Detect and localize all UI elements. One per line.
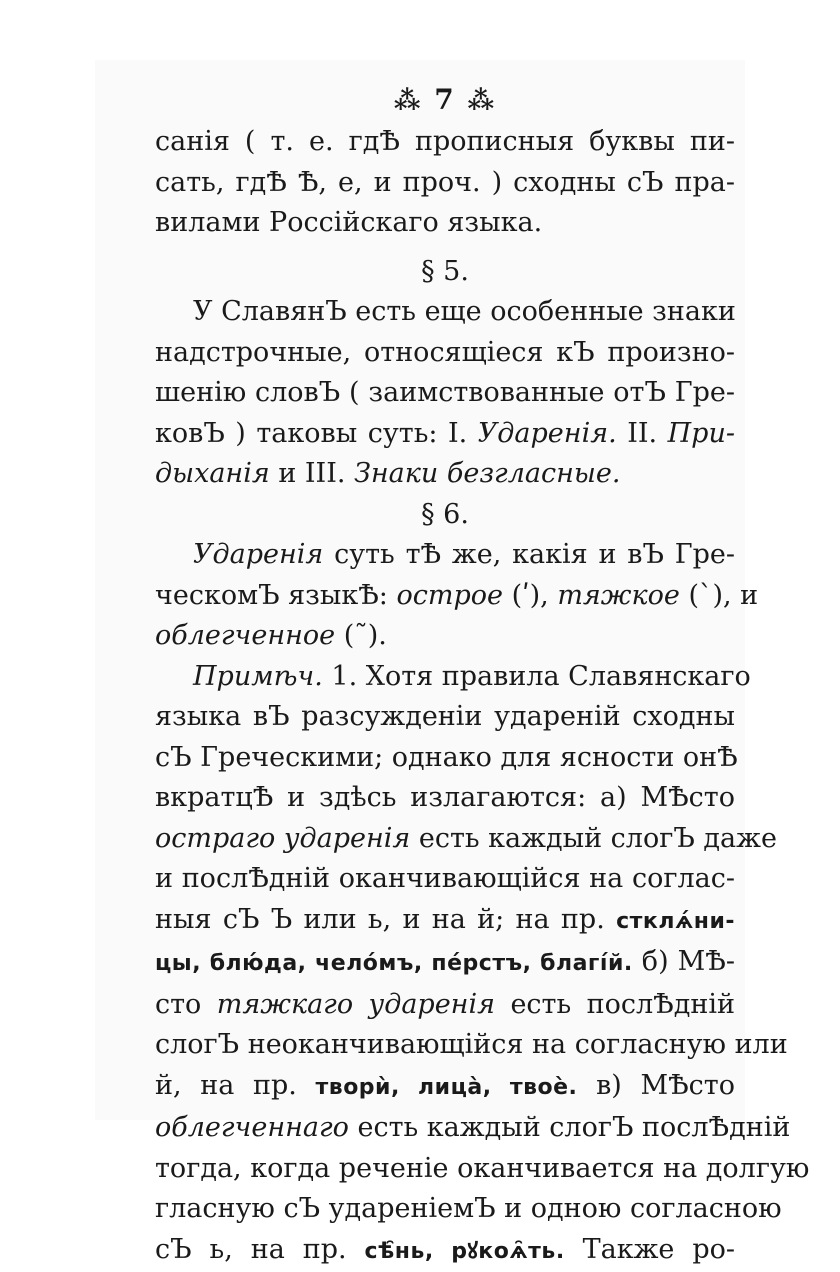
- page-header: [155, 78, 735, 122]
- text-line: надстрочные, относящіеся кЪ произно-: [155, 333, 735, 374]
- text-line: сЪ Греческими; однако для ясности онѢ: [155, 738, 735, 779]
- text-line: остраго ударенія есть каждый слогЪ даже: [155, 819, 735, 860]
- text-line: У СлавянЪ есть еще особенные знаки: [155, 292, 735, 333]
- text-line: слогЪ неоканчивающійся на согласную или: [155, 1025, 735, 1066]
- text-line: сто тяжкаго ударенія есть послѢдній: [155, 985, 735, 1026]
- paragraph-continuation: [155, 122, 735, 244]
- text-line: санія ( т. е. гдѢ прописныя буквы пи-: [155, 122, 735, 163]
- text-line: сать, гдѢ Ѣ, е, и проч. ) сходны сЪ пра-: [155, 163, 735, 204]
- text-line: облегченное (῀).: [155, 616, 735, 657]
- section-5-paragraph: [155, 292, 735, 495]
- text-line: ковЪ ) таковы суть: I. Ударенія. II. При-: [155, 414, 735, 455]
- ornament-left: ⁂: [394, 86, 423, 116]
- text-line: цы, блю́да, чело́мъ, пе́рстъ, благі́й. б) МѢ-: [155, 942, 735, 985]
- text-line: тогда, когда реченіе оканчивается на долгую: [155, 1149, 735, 1190]
- text-line: й, на пр. творѝ, лицà, твоѐ. в) МѢсто: [155, 1066, 735, 1109]
- text-line: облегченнаго есть каждый слогЪ послѢдній: [155, 1108, 735, 1149]
- text-line: дыханія и III. Знаки безгласные.: [155, 454, 735, 495]
- text-line: Примѣч. 1. Хотя правила Славянскаго: [155, 657, 735, 698]
- text-line: языка вЪ разсужденіи удареній сходны: [155, 697, 735, 738]
- page-number: 7: [434, 83, 455, 116]
- text-line: вкратцѢ и здѣсь излагаются: а) МѢсто: [155, 778, 735, 819]
- text-line: шенію словЪ ( заимствованные отЪ Гре-: [155, 373, 735, 414]
- section-heading-5: § 5.: [155, 252, 735, 293]
- text-line: ныя сЪ Ъ или ь, и на й; на пр. стклѧ́ни-: [155, 900, 735, 943]
- book-page: [155, 78, 735, 1272]
- text-line: ческомЪ языкѢ: острое (ʹ), тяжкое (`), и: [155, 576, 735, 617]
- text-line: и послѢдній оканчивающійся на соглас-: [155, 859, 735, 900]
- text-line: гласную сЪ удареніемЪ и одною согласною: [155, 1189, 735, 1230]
- text-line: Ударенія суть тѢ же, какія и вЪ Гре-: [155, 535, 735, 576]
- ornament-right: ⁂: [467, 86, 496, 116]
- text-line: вилами Россійскаго языка.: [155, 203, 735, 244]
- text-line: сЪ ь, на пр. сѣ̑нь, рꙋкоѧ̑ть. Также ро-: [155, 1230, 735, 1272]
- note-paragraph: [155, 657, 735, 1272]
- section-6-paragraph: [155, 535, 735, 657]
- section-heading-6: § 6.: [155, 495, 735, 536]
